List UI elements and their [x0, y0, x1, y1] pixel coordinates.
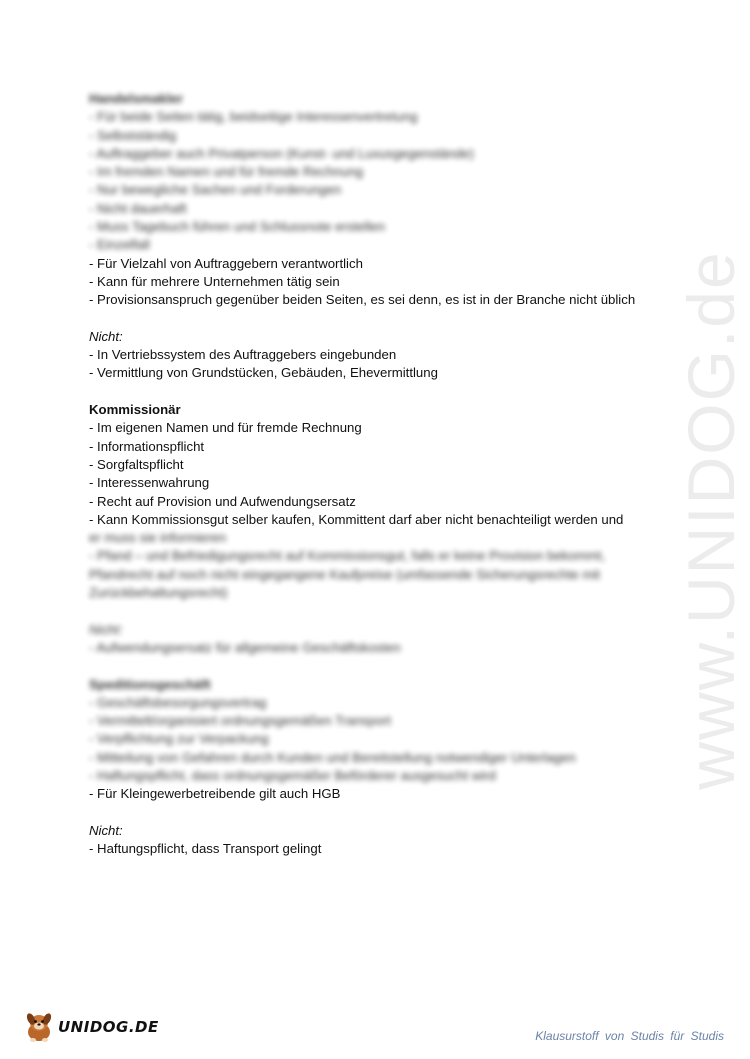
footer-slogan: Klausurstoff von Studis für Studis: [535, 1029, 724, 1043]
dog-mascot-icon: [22, 1010, 56, 1044]
list-item: - Im fremden Namen und für fremde Rechnung: [89, 164, 364, 180]
watermark: www.UNIDOG.de: [674, 250, 748, 790]
not-label: Nicht:: [89, 822, 123, 838]
list-item: - Recht auf Provision und Aufwendungsersatz: [89, 493, 356, 509]
not-list-item: - In Vertriebssystem des Auftraggebers eingebunden: [89, 347, 397, 363]
list-item: er muss sie informieren: [89, 530, 227, 546]
not-label: Nicht:: [89, 621, 123, 637]
not-list-item: - Vermittlung von Grundstücken, Gebäuden, Ehevermittlung: [89, 365, 438, 381]
not-label: Nicht:: [89, 328, 123, 344]
spacer: [89, 383, 689, 401]
list-item: - Interessenwahrung: [89, 475, 210, 491]
not-list-item: - Haftungspflicht, dass Transport gelingt: [89, 841, 322, 857]
section-heading: Speditionsgeschäft: [89, 676, 211, 692]
section-heading: Kommissionär: [89, 402, 181, 418]
list-item: - Nur bewegliche Sachen und Forderungen: [89, 182, 342, 198]
spacer: [89, 602, 689, 620]
list-item: - Geschäftsbesorgungsvertrag: [89, 694, 267, 710]
list-item: - Im eigenen Namen und für fremde Rechnung: [89, 420, 362, 436]
list-item: - Kann für mehrere Unternehmen tätig sein: [89, 273, 340, 289]
list-item: - Einzelfall: [89, 237, 150, 253]
list-item: - Sorgfaltspflicht: [89, 456, 184, 472]
list-item: - Auftraggeber auch Privatperson (Kunst- und Luxusgegenstände): [89, 145, 474, 161]
list-item: Zurückbehaltungsrecht): [89, 585, 228, 601]
list-item: - Für Kleingewerbetreibende gilt auch HGB: [89, 786, 341, 802]
spacer: [89, 310, 689, 328]
list-item: - Kann Kommissionsgut selber kaufen, Kommittent darf aber nicht benachteiligt werden und: [89, 511, 624, 527]
list-item: - Pfand – und Befriedigungsrecht auf Kommissionsgut, falls er keine Provision bekommt,: [89, 548, 606, 564]
list-item: - Für beide Seiten tätig, beidseitige Interessenvertretung: [89, 109, 418, 125]
list-item: - Provisionsanspruch gegenüber beiden Seiten, es sei denn, es ist in der Branche nicht üblich: [89, 292, 636, 308]
list-item: - Für Vielzahl von Auftraggebern verantwortlich: [89, 255, 363, 271]
spacer: [89, 804, 689, 822]
list-item: - Selbstständig: [89, 127, 177, 143]
list-item: - Muss Tagebuch führen und Schlussnote erstellen: [89, 219, 385, 235]
list-item: - Verpflichtung zur Verpackung: [89, 731, 269, 747]
list-item: Pfandrecht auf noch nicht eingegangene Kaufpreise (umfassende Sicherungsrechte mit: [89, 566, 600, 582]
list-item: - Nicht dauerhaft: [89, 200, 187, 216]
document-body: [89, 90, 689, 858]
list-item: - Informationspflicht: [89, 438, 205, 454]
list-item: - Haftungspflicht, dass ordnungsgemäßer Beförderer ausgesucht wird: [89, 767, 496, 783]
footer-logo[interactable]: [22, 1010, 159, 1044]
logo-text: UNIDOG.DE: [58, 1018, 159, 1036]
list-item: - Mitteilung von Gefahren durch Kunden und Bereitstellung notwendiger Unterlagen: [89, 749, 576, 765]
section-heading: Handelsmakler: [89, 91, 183, 106]
not-list-item: - Aufwendungsersatz für allgemeine Geschäftskosten: [89, 639, 401, 655]
list-item: - Vermittelt/organisiert ordnungsgemäßen Transport: [89, 713, 391, 729]
spacer: [89, 657, 689, 675]
